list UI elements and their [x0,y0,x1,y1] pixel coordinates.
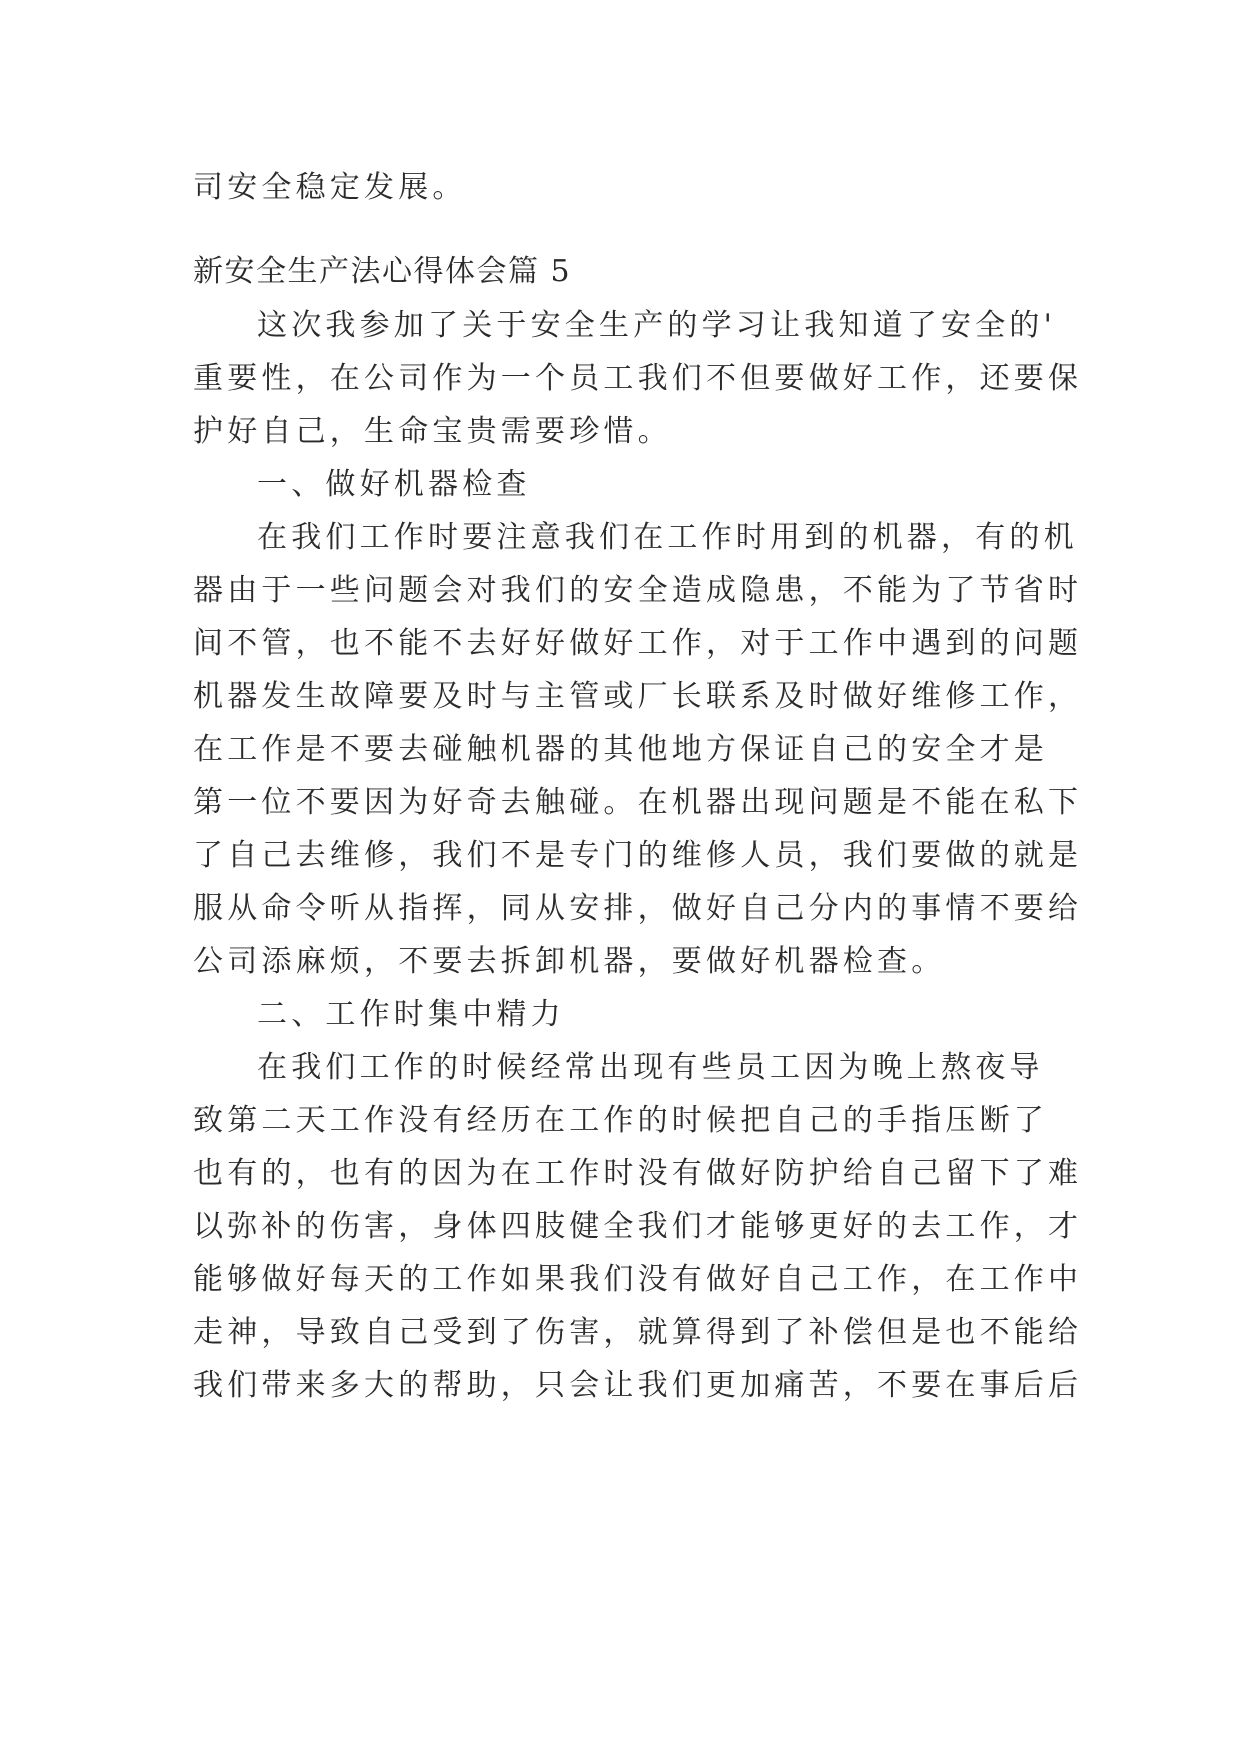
paragraph-line: 服从命令听从指挥，同从安排，做好自己分内的事情不要给 [193,891,1083,926]
paragraph-line: 公司添麻烦，不要去拆卸机器，要做好机器检查。 [193,944,946,979]
paragraph-line: 以弥补的伤害，身体四肢健全我们才能够更好的去工作，才 [193,1209,1083,1244]
paragraph-line: 致第二天工作没有经历在工作的时候把自己的手指压断了 [193,1103,1048,1138]
paragraph-line: 在工作是不要去碰触机器的其他地方保证自己的安全才是 [193,732,1048,767]
subheading-machine-check: 一、做好机器检查 [257,467,531,502]
paragraph-line: 走神，导致自己受到了伤害，就算得到了补偿但是也不能给 [193,1315,1083,1350]
paragraph-line: 护好自己，生命宝贵需要珍惜。 [193,414,672,449]
paragraph-line: 第一位不要因为好奇去触碰。在机器出现问题是不能在私下 [193,785,1083,820]
section-title: 新安全生产法心得体会篇 5 [193,254,572,289]
paragraph-line: 间不管，也不能不去好好做好工作，对于工作中遇到的问题 [193,626,1083,661]
paragraph-line: 在我们工作的时候经常出现有些员工因为晚上熬夜导 [257,1050,1044,1085]
paragraph-line: 器由于一些问题会对我们的安全造成隐患，不能为了节省时 [193,573,1083,608]
paragraph-line: 能够做好每天的工作如果我们没有做好自己工作，在工作中 [193,1262,1083,1297]
paragraph-line: 机器发生故障要及时与主管或厂长联系及时做好维修工作， [193,679,1083,714]
paragraph-line: 这次我参加了关于安全生产的学习让我知道了安全的' [257,308,1057,343]
paragraph-line: 重要性，在公司作为一个员工我们不但要做好工作，还要保 [193,361,1083,396]
paragraph-line: 了自己去维修，我们不是专门的维修人员，我们要做的就是 [193,838,1083,873]
paragraph-line: 我们带来多大的帮助，只会让我们更加痛苦，不要在事后后 [193,1368,1083,1403]
paragraph-line: 也有的，也有的因为在工作时没有做好防护给自己留下了难 [193,1156,1083,1191]
subheading-focus-at-work: 二、工作时集中精力 [257,997,565,1032]
paragraph-line: 在我们工作时要注意我们在工作时用到的机器，有的机 [257,520,1078,555]
paragraph-continuation: 司安全稳定发展。 [193,170,467,205]
